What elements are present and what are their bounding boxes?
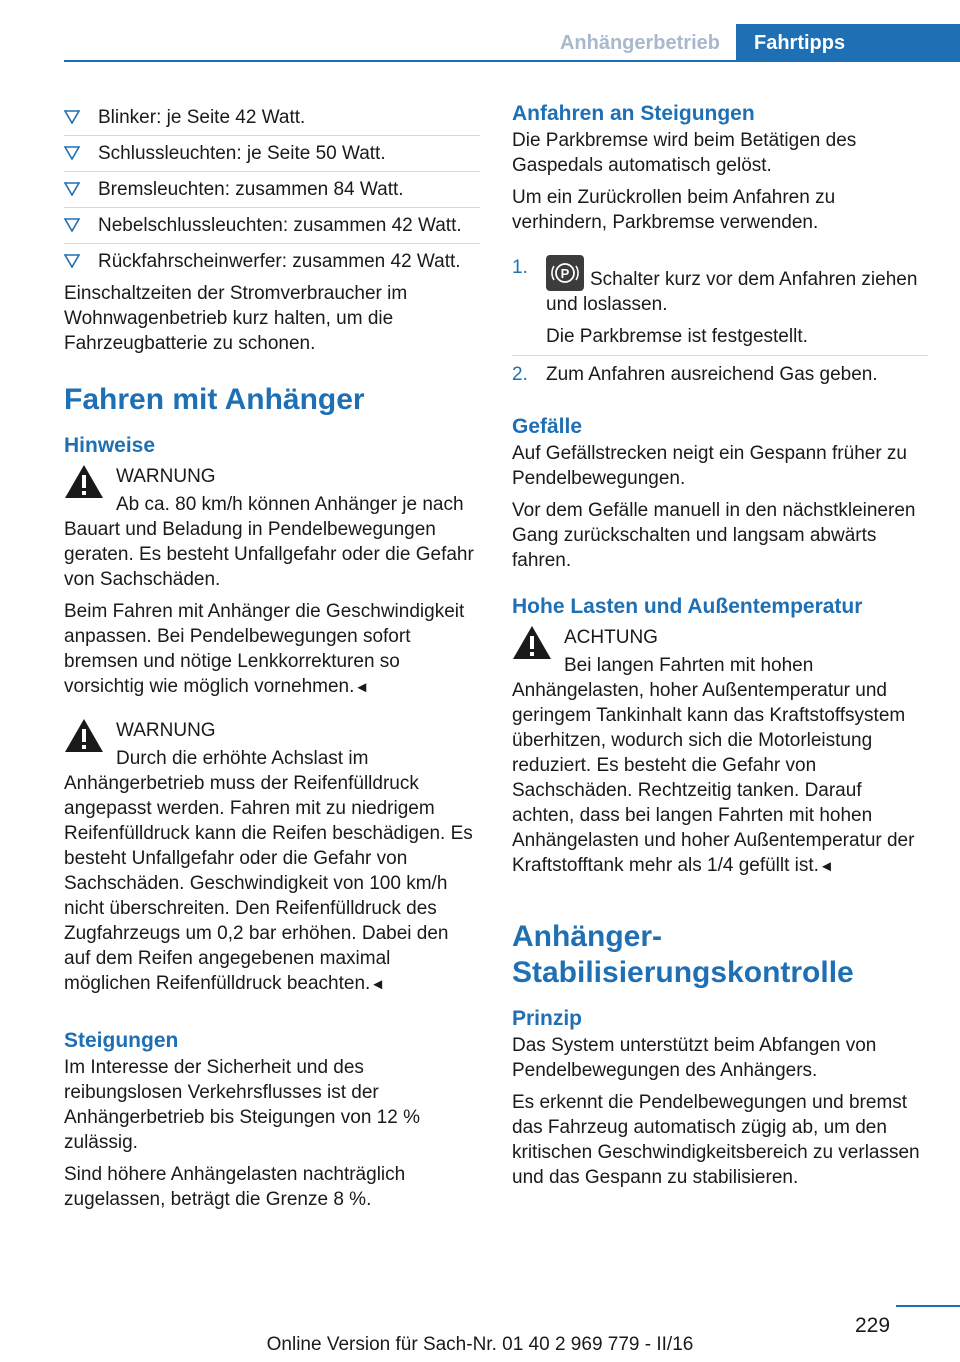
warning-block-speed xyxy=(64,464,480,700)
parking-brake-switch-icon xyxy=(546,255,584,291)
subheading-gefaelle: Gefälle xyxy=(512,415,583,438)
svg-text:P: P xyxy=(560,266,570,281)
section-title-fahren-mit-anhaenger: Fahren mit Anhänger xyxy=(64,383,365,416)
list-item: Rückfahrscheinwerfer: zusammen 42 Watt. xyxy=(64,244,480,279)
list-item: Blinker: je Seite 42 Watt. xyxy=(64,100,480,136)
anfahren-paragraph-1: Die Parkbremse wird beim Betätigen des Gaspedals automatisch gelöst. xyxy=(512,130,857,176)
lamp-power-list xyxy=(64,100,480,279)
subheading-hohe-lasten: Hohe Lasten und Außentemperatur xyxy=(512,595,863,618)
footer-rule xyxy=(896,1305,960,1307)
warning-triangle-icon xyxy=(512,625,552,661)
gefaelle-paragraph-1: Auf Gefällstrecken neigt ein Gespann früher zu Pendelbewegungen. xyxy=(512,443,908,489)
step-number: 1. xyxy=(512,257,528,278)
end-mark: ◄ xyxy=(818,858,834,875)
header-chapter-tab: Fahrtipps xyxy=(736,24,960,62)
step-item: 2. Zum Anfahren ausreichend Gas geben. xyxy=(512,364,878,385)
warning-text: Durch die erhöhte Achslast im Anhängerbetrieb muss der Reifenfülldruck angepasst werden. Fahren mit zu niedrigem Reifenfülldruck kann die Reifen beschädigen. Es besteht Unfallgefahr oder die Gefahr von Sachschäden. Geschwindigkeit von 100 km/h nicht überschreiten. Den Reifenfülldruck des Zugfahrzeugs um 0,2 bar erhöhen. Dabei den auf dem Reifen angegebenen maximal möglichen Reifenfülldruck beachten.◄ xyxy=(64,748,473,994)
left-column xyxy=(64,100,480,1219)
bullet-triangle-icon xyxy=(64,218,80,232)
subheading-steigungen: Steigungen xyxy=(64,1029,179,1052)
warning-triangle-icon xyxy=(64,464,104,500)
end-mark: ◄ xyxy=(370,976,386,993)
subheading-anfahren-an-steigungen: Anfahren an Steigungen xyxy=(512,102,755,125)
caution-block-fuel-system xyxy=(512,625,928,879)
bullet-triangle-icon xyxy=(64,254,80,268)
warning-triangle-icon xyxy=(64,718,104,754)
bullet-triangle-icon xyxy=(64,110,80,124)
warning-text: Ab ca. 80 km/h können Anhänger je nach Bauart und Beladung in Pendelbewegungen geraten. Es besteht Unfallgefahr oder die Gefahr von Sachschäden. xyxy=(64,494,474,590)
subheading-hinweise: Hinweise xyxy=(64,434,156,457)
list-item: Bremsleuchten: zusammen 84 Watt. xyxy=(64,172,480,208)
bullet-triangle-icon xyxy=(64,182,80,196)
caution-title: ACHTUNG xyxy=(564,627,658,648)
subheading-prinzip: Prinzip xyxy=(512,1007,583,1030)
list-item: Schlussleuchten: je Seite 50 Watt. xyxy=(64,136,480,172)
warning-title: WARNUNG xyxy=(116,466,216,487)
intro-paragraph: Einschaltzeiten der Stromverbraucher im Wohnwagenbetrieb kurz halten, um die Fahrzeugbatterie zu schonen. xyxy=(64,283,408,354)
caution-text: Bei langen Fahrten mit hohen Anhängelasten, hoher Außentemperatur und geringem Tankinhalt kann das Kraftstoffsystem überhitzen, wodurch sich die Motorleistung reduziert. Es besteht die Gefahr von Sachschäden. Rechtzeitig tanken. Darauf achten, dass bei langen Fahrten mit hohen Anhängelasten und hoher Außentemperatur der Kraftstofftank mehr als 1/4 gefüllt ist.◄ xyxy=(512,655,915,876)
steigungen-paragraph-2: Sind höhere Anhängelasten nachträglich zugelassen, beträgt die Grenze 8 %. xyxy=(64,1164,406,1210)
header-rule xyxy=(64,60,960,62)
warning-title: WARNUNG xyxy=(116,720,216,741)
warning-block-tire-pressure xyxy=(64,718,480,997)
bullet-triangle-icon xyxy=(64,146,80,160)
prinzip-paragraph-2: Es erkennt die Pendelbewegungen und bremst das Fahrzeug automatisch zügig ab, um den kritischen Geschwindigkeitsbereich zu verlassen und das Gespann zu stabilisieren. xyxy=(512,1092,920,1188)
step-result: Die Parkbremse ist festgestellt. xyxy=(546,326,808,347)
steigungen-paragraph-1: Im Interesse der Sicherheit und des reibungslosen Verkehrsflusses ist der Anhängerbetrieb bis Steigungen von 12 % zulässig. xyxy=(64,1057,420,1153)
list-item: Nebelschlussleuchten: zusammen 42 Watt. xyxy=(64,208,480,244)
anfahren-paragraph-2: Um ein Zurückrollen beim Anfahren zu verhindern, Parkbremse verwenden. xyxy=(512,187,836,233)
page-number: 229 xyxy=(855,1314,891,1337)
step-number: 2. xyxy=(512,364,528,385)
end-mark: ◄ xyxy=(354,679,370,696)
header-section-tab: Anhängerbetrieb xyxy=(559,31,720,54)
prinzip-paragraph-1: Das System unterstützt beim Abfangen von Pendelbewegungen des Anhängers. xyxy=(512,1035,877,1081)
gefaelle-paragraph-2: Vor dem Gefälle manuell in den nächstkleineren Gang zurückschalten und langsam abwärts fahren. xyxy=(512,500,916,571)
footer-version-text: Online Version für Sach-Nr. 01 40 2 969 779 - II/16 xyxy=(266,1334,694,1355)
steps-list xyxy=(512,249,928,393)
section-title-stabilisierungskontrolle: Anhänger- Stabilisierungskontrolle xyxy=(512,920,854,989)
warning-text-continued: Beim Fahren mit Anhänger die Geschwindigkeit anpassen. Bei Pendelbewegungen sofort bremsen und nötige Lenkkorrekturen so vorsichtig wie möglich vornehmen.◄ xyxy=(64,601,465,697)
right-column xyxy=(512,100,928,1197)
step-item: 1. P Schalter kurz vor dem Anfahren ziehen und loslassen. Die Parkbremse ist festgestellt. xyxy=(512,249,928,356)
